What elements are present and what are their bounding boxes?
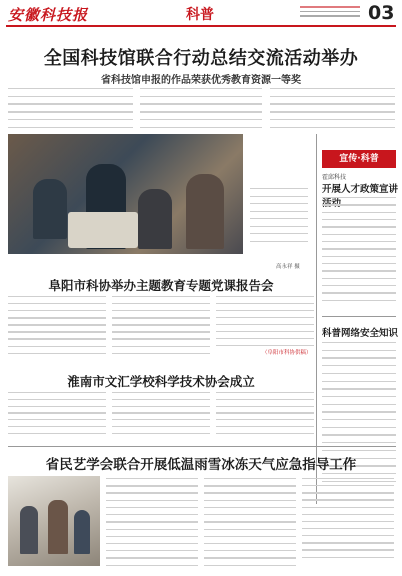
story5-body-text bbox=[204, 478, 296, 566]
story3-headline: 科普网络安全知识 bbox=[322, 328, 399, 339]
story2-body-text bbox=[112, 296, 210, 354]
story4-headline: 淮南市文汇学校科学技术协会成立 bbox=[67, 374, 255, 389]
masthead-rule bbox=[6, 25, 396, 27]
lead-subheadline: 省科技馆申报的作品荣获优秀教育资源一等奖 bbox=[101, 75, 301, 86]
story1-body-text bbox=[322, 197, 396, 301]
section-title: 科普 bbox=[186, 7, 214, 23]
story5-body-text bbox=[106, 478, 198, 566]
story5-headline: 省民艺学会联合开展低温雨雪冰冻天气应急指导工作 bbox=[45, 457, 357, 473]
issue-info bbox=[300, 6, 360, 17]
story4-body-text bbox=[216, 392, 314, 434]
newspaper-logo: 安徽科技报 bbox=[8, 6, 89, 24]
lead-headline: 全国科技馆联合行动总结交流活动举办 bbox=[43, 48, 359, 69]
story2-headline: 阜阳市科协举办主题教育专题党课报告会 bbox=[48, 278, 274, 293]
lead-body-text bbox=[8, 88, 133, 128]
story4-body-text bbox=[112, 392, 210, 434]
story1-headline: 开展人才政策宣讲 bbox=[322, 184, 399, 195]
lead-body-text bbox=[140, 88, 262, 128]
page-number: 03 bbox=[368, 2, 395, 24]
lead-body-text bbox=[270, 88, 395, 128]
story2-body-text bbox=[8, 296, 106, 354]
sidebar-header: 宣传·科普 bbox=[322, 150, 396, 168]
story5-photo bbox=[8, 476, 100, 566]
photo-author: 高永祥 摄 bbox=[276, 264, 300, 270]
column-divider bbox=[316, 134, 317, 504]
story2-source: （阜阳市科协供稿） bbox=[262, 350, 312, 356]
story5-body-text bbox=[302, 478, 394, 558]
sidebar-box-title: 霍邱科技 bbox=[322, 174, 347, 181]
photo-caption bbox=[250, 188, 308, 242]
bottom-divider bbox=[8, 446, 396, 447]
story2-body-text bbox=[216, 296, 314, 346]
lead-photo bbox=[8, 134, 243, 254]
story4-body-text bbox=[8, 392, 106, 434]
sidebar-divider bbox=[322, 316, 396, 317]
